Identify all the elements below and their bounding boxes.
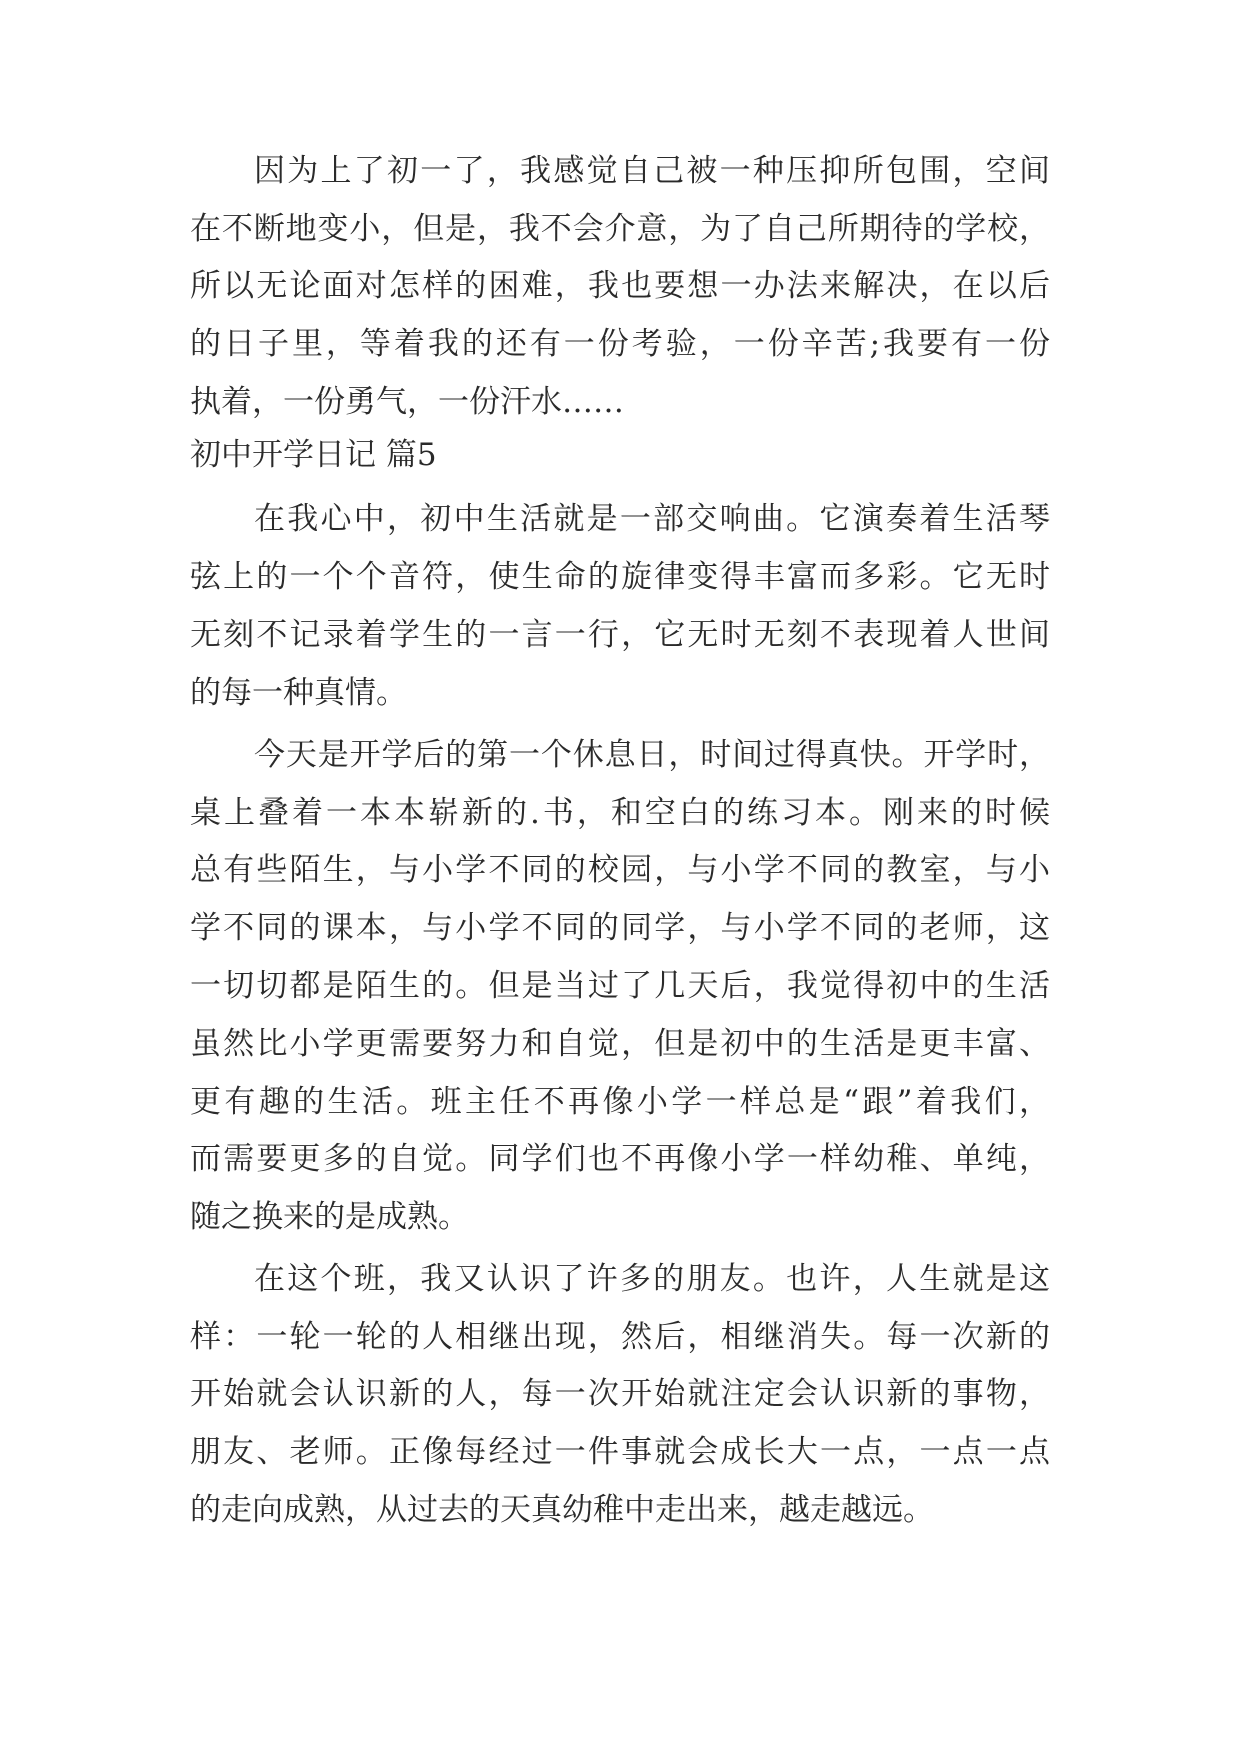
paragraph-line: 的走向成熟，从过去的天真幼稚中走出来，越走越远。 [190, 1492, 934, 1528]
paragraph-line: 学不同的课本，与小学不同的同学，与小学不同的老师，这 [190, 910, 1050, 946]
paragraph-line: 今天是开学后的第一个休息日，时间过得真快。开学时， [254, 737, 1050, 773]
paragraph-line: 的日子里，等着我的还有一份考验，一份辛苦;我要有一份 [190, 326, 1050, 362]
paragraph-line: 样：一轮一轮的人相继出现，然后，相继消失。每一次新的 [190, 1319, 1050, 1355]
paragraph-line: 所以无论面对怎样的困难，我也要想一办法来解决，在以后 [190, 268, 1050, 304]
paragraph-line: 总有些陌生，与小学不同的校园，与小学不同的教室，与小 [190, 852, 1050, 888]
paragraph-line: 在不断地变小，但是，我不会介意，为了自己所期待的学校， [190, 211, 1050, 247]
paragraph-line: 的每一种真情。 [190, 675, 407, 711]
paragraph-line: 更有趣的生活。班主任不再像小学一样总是“跟”着我们， [190, 1084, 1050, 1120]
paragraph-line: 在我心中，初中生活就是一部交响曲。它演奏着生活琴 [254, 501, 1050, 537]
paragraph-line: 朋友、老师。正像每经过一件事就会成长大一点，一点一点 [190, 1434, 1050, 1470]
paragraph-line: 桌上叠着一本本崭新的.书，和空白的练习本。刚来的时候 [190, 795, 1050, 831]
paragraph-line: 而需要更多的自觉。同学们也不再像小学一样幼稚、单纯， [190, 1141, 1050, 1177]
paragraph-line: 虽然比小学更需要努力和自觉，但是初中的生活是更丰富、 [190, 1026, 1050, 1062]
paragraph-line: 无刻不记录着学生的一言一行，它无时无刻不表现着人世间 [190, 617, 1050, 653]
paragraph-line: 弦上的一个个音符，使生命的旋律变得丰富而多彩。它无时 [190, 559, 1050, 595]
paragraph-line: 因为上了初一了，我感觉自己被一种压抑所包围，空间 [254, 153, 1050, 189]
paragraph-line: 在这个班，我又认识了许多的朋友。也许，人生就是这 [254, 1261, 1050, 1297]
paragraph-line: 开始就会认识新的人，每一次开始就注定会认识新的事物， [190, 1376, 1050, 1412]
paragraph-line: 随之换来的是成熟。 [190, 1199, 469, 1235]
paragraph-line: 执着，一份勇气，一份汗水…… [190, 384, 624, 420]
paragraph-line: 一切切都是陌生的。但是当过了几天后，我觉得初中的生活 [190, 968, 1050, 1004]
section-title: 初中开学日记 篇5 [190, 437, 437, 473]
